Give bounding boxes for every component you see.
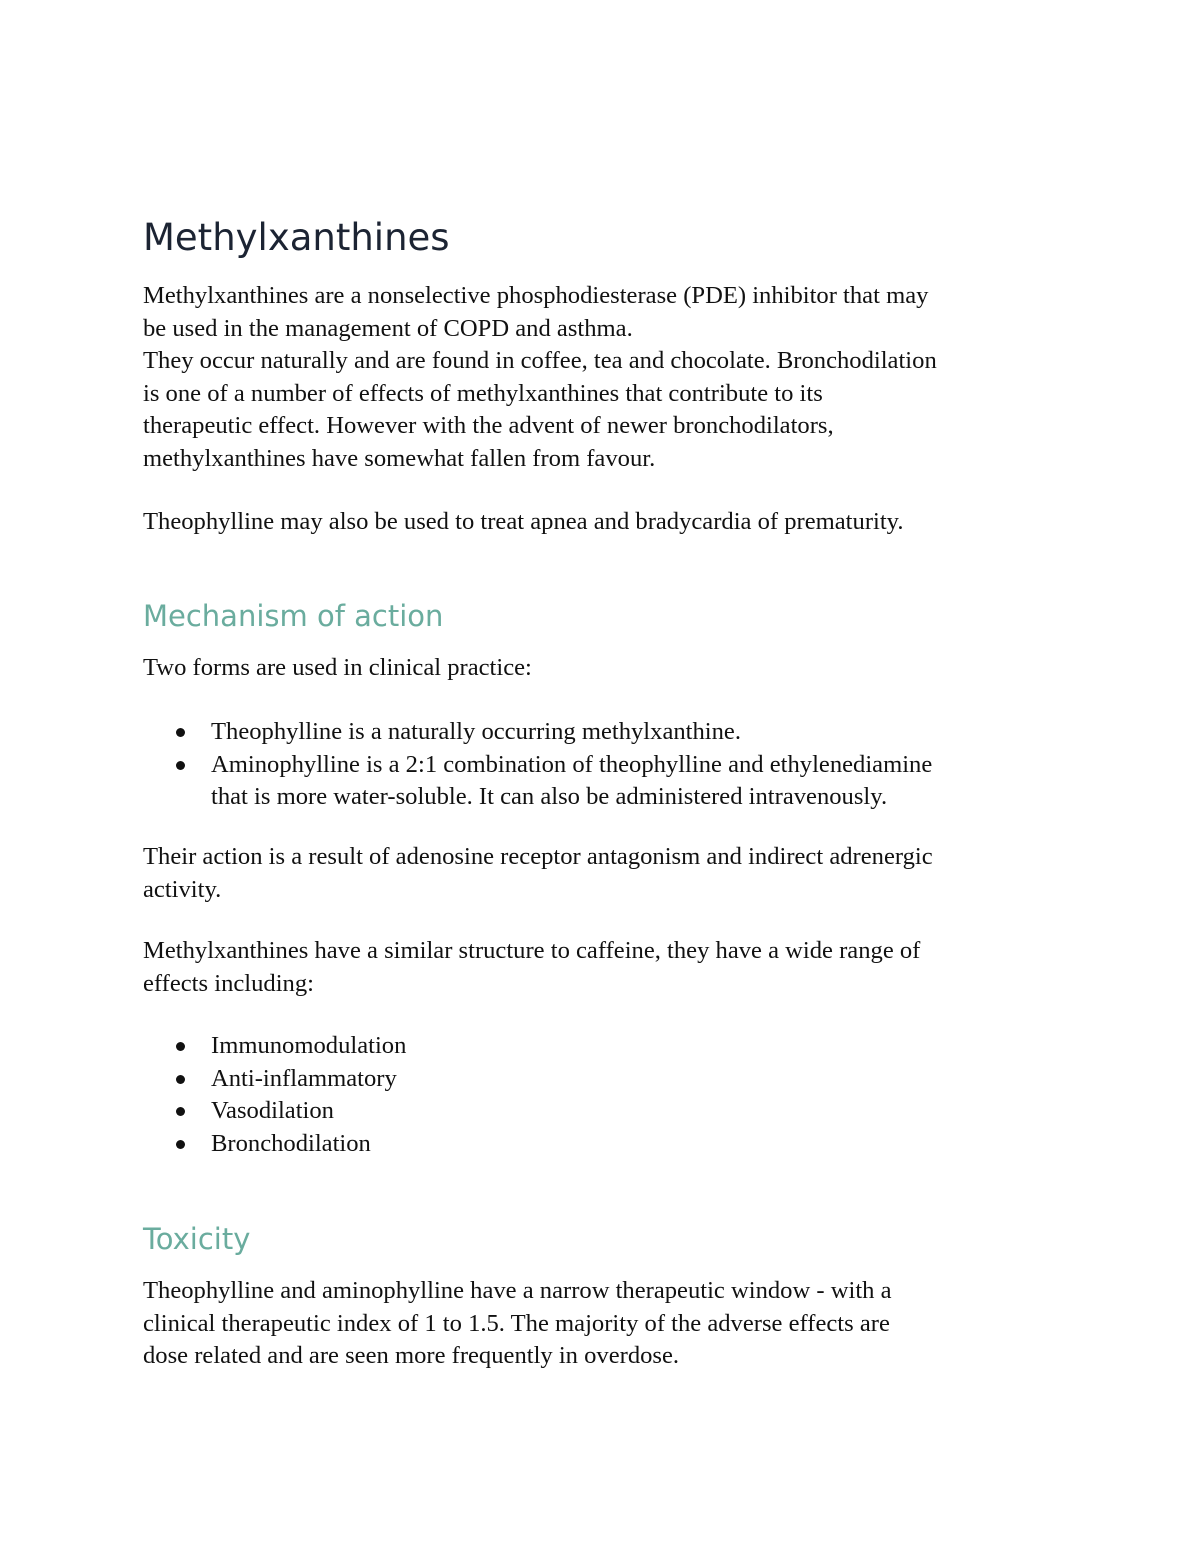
- toxicity-line: Theophylline and aminophylline have a narrow therapeutic window - with a: [143, 1277, 892, 1304]
- prematurity-line: Theophylline may also be used to treat apnea and bradycardia of prematurity.: [143, 508, 904, 535]
- page-title: Methylxanthines: [143, 216, 450, 259]
- list-item-text: Vasodilation: [211, 1097, 334, 1124]
- list-item: [143, 1095, 1073, 1128]
- effects-intro-paragraph: [143, 935, 1073, 1000]
- forms-intro: [143, 652, 1073, 685]
- list-item: [143, 1030, 1073, 1063]
- bullet-icon: [176, 1140, 185, 1149]
- intro-line: Methylxanthines are a nonselective phosphodiesterase (PDE) inhibitor that may: [143, 282, 929, 309]
- prematurity-paragraph: [143, 506, 1073, 539]
- list-item: [143, 716, 1073, 749]
- action-line: activity.: [143, 875, 222, 903]
- toxicity-line: dose related and are seen more frequently in overdose.: [143, 1342, 680, 1369]
- list-item-text: Bronchodilation: [211, 1129, 371, 1157]
- list-item: [143, 1063, 1073, 1096]
- forms-intro-line: Two forms are used in clinical practice:: [143, 654, 532, 681]
- toxicity-line: clinical therapeutic index of 1 to 1.5. The majority of the adverse effects are: [143, 1309, 890, 1337]
- bullet-icon: [176, 1075, 185, 1084]
- effects-intro-line: Methylxanthines have a similar structure to caffeine, they have a wide range of: [143, 937, 921, 964]
- mechanism-heading: Mechanism of action: [143, 599, 444, 633]
- intro-line: methylxanthines have somewhat fallen from favour.: [143, 444, 656, 472]
- action-line: Their action is a result of adenosine receptor antagonism and indirect adrenergic: [143, 843, 933, 870]
- forms-list: [143, 716, 1073, 814]
- list-item-text: Immunomodulation: [211, 1032, 407, 1059]
- toxicity-paragraph: [143, 1275, 1073, 1373]
- list-item-text: Aminophylline is a 2:1 combination of theophylline and ethylenediamine: [211, 750, 933, 778]
- list-item-text: Theophylline is a naturally occurring methylxanthine.: [211, 718, 741, 745]
- intro-line: is one of a number of effects of methylxanthines that contribute to its: [143, 379, 823, 407]
- intro-line: be used in the management of COPD and asthma.: [143, 314, 633, 342]
- bullet-icon: [176, 761, 185, 770]
- list-item-text: Anti-inflammatory: [211, 1064, 397, 1092]
- bullet-icon: [176, 1107, 185, 1116]
- toxicity-heading: Toxicity: [143, 1222, 251, 1256]
- bullet-icon: [176, 728, 185, 737]
- bullet-icon: [176, 1042, 185, 1051]
- effects-intro-line: effects including:: [143, 969, 314, 997]
- list-item-text: that is more water-soluble. It can also be administered intravenously.: [211, 783, 888, 810]
- effects-list: [143, 1030, 1073, 1160]
- intro-line: They occur naturally and are found in coffee, tea and chocolate. Bronchodilation: [143, 347, 937, 374]
- intro-paragraph: [143, 280, 1073, 475]
- intro-line: therapeutic effect. However with the advent of newer bronchodilators,: [143, 412, 834, 439]
- list-item: [143, 1128, 1073, 1161]
- action-paragraph: [143, 841, 1073, 906]
- list-item: [143, 749, 1073, 814]
